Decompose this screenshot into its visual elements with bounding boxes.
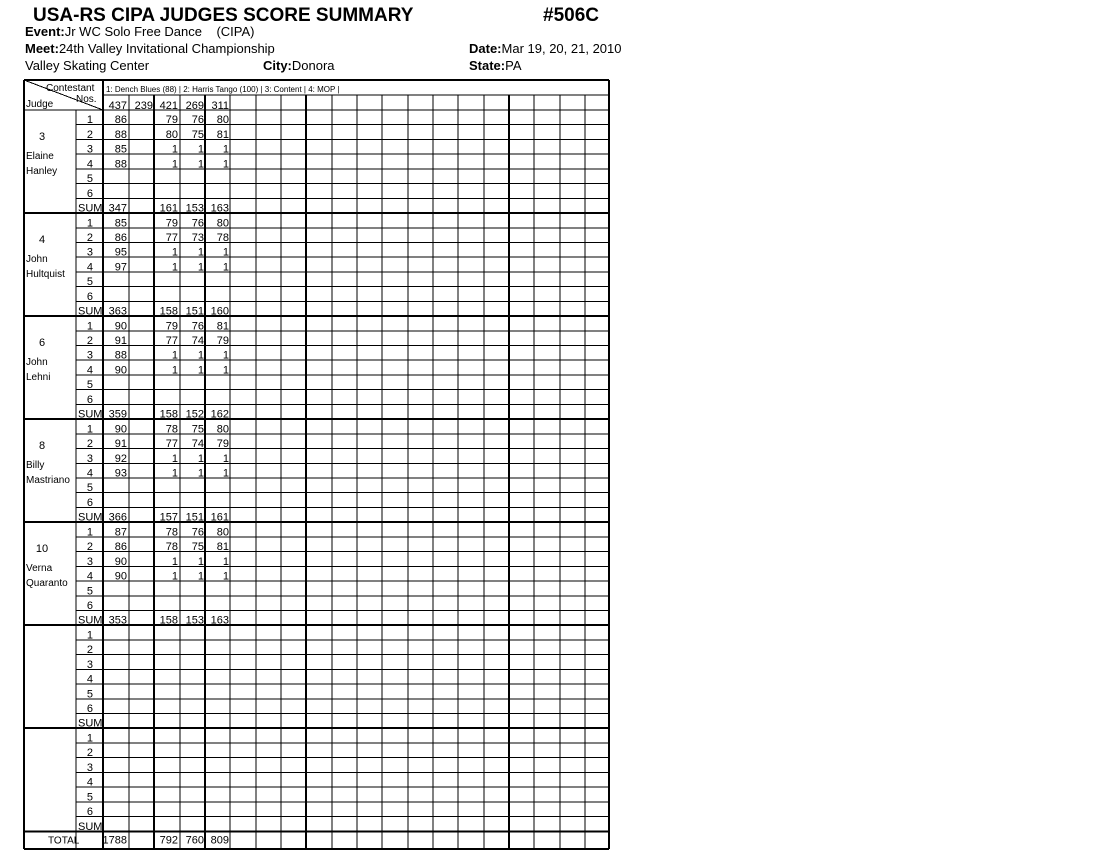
contestant-number: 269 [185, 100, 204, 112]
score-cell: 1 [197, 555, 204, 568]
score-cell: 77 [165, 231, 178, 244]
score-cell: 75 [191, 541, 204, 554]
row-label: 2 [86, 438, 93, 451]
score-cell: 78 [216, 231, 229, 244]
sum-cell: 363 [108, 305, 127, 318]
row-label: 1 [86, 114, 93, 127]
state-label: State: [469, 58, 506, 73]
row-label: 2 [86, 231, 93, 244]
score-cell: 75 [191, 128, 204, 141]
score-cell: 78 [165, 423, 178, 436]
corner-judge-label: Judge [26, 99, 54, 110]
sum-cell: 151 [185, 305, 204, 318]
sum-cell: 163 [210, 614, 229, 627]
score-cell: 85 [114, 217, 127, 230]
sum-cell: 153 [185, 614, 204, 627]
row-label: 3 [86, 658, 93, 671]
row-label: 6 [86, 290, 93, 303]
score-cell: 1 [171, 349, 178, 362]
score-cell: 87 [114, 526, 127, 539]
row-label: 4 [86, 570, 93, 583]
score-cell: 1 [222, 158, 229, 171]
score-cell: 76 [191, 217, 204, 230]
row-label: 5 [86, 482, 93, 495]
row-label: 5 [86, 173, 93, 186]
date-label: Date: [469, 41, 502, 56]
score-cell: 78 [165, 541, 178, 554]
score-cell: 1 [197, 467, 204, 480]
score-cell: 86 [114, 541, 127, 554]
score-cell: 1 [197, 158, 204, 171]
judge-last-name: Hanley [26, 166, 58, 177]
judge-first-name: John [26, 357, 48, 369]
score-cell: 90 [114, 423, 127, 436]
score-cell: 1 [171, 555, 178, 568]
score-cell: 1 [197, 349, 204, 362]
sum-cell: 163 [210, 202, 229, 215]
score-cell: 80 [216, 217, 229, 230]
row-label-sum: SUM [78, 717, 103, 730]
score-cell: 74 [191, 335, 204, 348]
row-label-sum: SUM [78, 202, 103, 215]
row-label: 5 [86, 379, 93, 392]
score-cell: 1 [222, 349, 229, 362]
score-cell: 1 [197, 452, 204, 465]
row-label: 2 [86, 335, 93, 348]
score-cell: 1 [197, 246, 204, 259]
total-label: TOTAL [48, 835, 80, 847]
sum-cell: 353 [108, 614, 127, 627]
sum-cell: 161 [210, 511, 229, 524]
score-cell: 1 [222, 452, 229, 465]
score-cell: 80 [216, 114, 229, 127]
score-cell: 91 [114, 335, 127, 348]
meet-value: 24th Valley Invitational Championship [58, 41, 275, 56]
row-label: 5 [86, 791, 93, 804]
sum-cell: 347 [108, 202, 127, 215]
row-label: 2 [86, 644, 93, 657]
score-cell: 1 [171, 364, 178, 377]
score-cell: 79 [165, 114, 178, 127]
score-cell: 1 [171, 452, 178, 465]
row-label: 3 [86, 555, 93, 568]
row-label: 3 [86, 349, 93, 362]
row-label-sum: SUM [78, 305, 103, 318]
judge-first-name: Verna [26, 563, 53, 575]
judge-last-name: Mastriano [26, 475, 70, 487]
score-cell: 80 [216, 526, 229, 539]
score-cell: 80 [165, 128, 178, 141]
score-cell: 1 [197, 143, 204, 156]
row-label: 4 [86, 364, 93, 377]
score-cell: 85 [114, 143, 127, 156]
score-cell: 88 [114, 158, 127, 171]
score-cell: 90 [114, 570, 127, 583]
date-value: Mar 19, 20, 21, 2010 [501, 41, 622, 56]
score-cell: 86 [114, 114, 127, 127]
judge-first-name: Elaine [26, 151, 54, 162]
score-cell: 86 [114, 231, 127, 244]
judge-number: 10 [35, 543, 49, 556]
row-label: 6 [86, 703, 93, 716]
score-cell: 1 [171, 570, 178, 583]
row-label: 2 [86, 747, 93, 760]
row-label-sum: SUM [78, 408, 103, 421]
row-label: 5 [86, 276, 93, 289]
row-label-sum: SUM [78, 511, 103, 524]
sum-cell: 157 [159, 511, 178, 524]
sum-cell: 153 [185, 202, 204, 215]
row-label: 1 [86, 629, 93, 642]
score-cell: 1 [222, 261, 229, 274]
row-label: 6 [86, 806, 93, 819]
score-cell: 77 [165, 335, 178, 348]
row-label: 6 [86, 187, 93, 200]
score-cell: 79 [216, 438, 229, 451]
total-cell: 792 [159, 834, 178, 847]
score-cell: 88 [114, 349, 127, 362]
row-label: 4 [86, 673, 93, 686]
row-label: 1 [86, 526, 93, 539]
score-cell: 77 [165, 438, 178, 451]
row-label: 1 [86, 217, 93, 230]
score-cell: 1 [222, 467, 229, 480]
contestant-number: 421 [159, 100, 178, 112]
sum-cell: 161 [159, 202, 178, 215]
city-label: City: [263, 58, 292, 73]
meet-label: Meet: [25, 41, 59, 56]
row-label: 4 [86, 158, 93, 171]
score-cell: 1 [197, 364, 204, 377]
score-cell: 1 [197, 261, 204, 274]
score-cell: 90 [114, 364, 127, 377]
judge-last-name: Hultquist [26, 269, 65, 281]
sum-cell: 162 [210, 408, 229, 421]
total-cell: 809 [210, 834, 229, 847]
row-label: 6 [86, 496, 93, 509]
score-cell: 81 [216, 320, 229, 333]
contestant-number: 437 [108, 100, 127, 112]
row-label: 2 [86, 541, 93, 554]
total-cell: 1788 [102, 834, 127, 847]
row-label: 5 [86, 585, 93, 598]
judge-number: 4 [38, 234, 46, 247]
judge-first-name: John [26, 254, 48, 266]
event-label: Event: [25, 24, 65, 39]
sum-cell: 158 [159, 305, 178, 318]
contestant-number: 311 [211, 100, 229, 112]
state-value: PA [505, 58, 522, 73]
sum-cell: 152 [185, 408, 204, 421]
row-label: 3 [86, 452, 93, 465]
score-cell: 88 [114, 128, 127, 141]
sum-cell: 158 [159, 614, 178, 627]
judge-number: 3 [38, 131, 46, 143]
score-cell: 1 [222, 246, 229, 259]
score-cell: 97 [114, 261, 127, 274]
form-number: #506C [543, 5, 599, 26]
contestant-legend: 1: Dench Blues (88) | 2: Harris Tango (100) | 3: Content | 4: MOP | [106, 85, 340, 94]
row-label: 6 [86, 393, 93, 406]
row-label: 3 [86, 761, 93, 774]
sum-cell: 366 [108, 511, 127, 524]
judge-last-name: Quaranto [26, 578, 68, 590]
score-cell: 74 [191, 438, 204, 451]
row-label: 4 [86, 261, 93, 274]
row-label: 1 [86, 423, 93, 436]
score-cell: 75 [191, 423, 204, 436]
score-cell: 1 [222, 143, 229, 156]
score-cell: 79 [165, 320, 178, 333]
row-label: 1 [86, 320, 93, 333]
score-cell: 91 [114, 438, 127, 451]
row-label-sum: SUM [78, 614, 103, 627]
score-cell: 1 [171, 246, 178, 259]
sum-cell: 151 [185, 511, 204, 524]
score-cell: 79 [165, 217, 178, 230]
score-cell: 1 [171, 261, 178, 274]
score-cell: 79 [216, 335, 229, 348]
row-label: 6 [86, 599, 93, 612]
total-cell: 760 [185, 834, 204, 847]
row-label: 4 [86, 776, 93, 789]
sum-cell: 158 [159, 408, 178, 421]
score-cell: 92 [114, 452, 127, 465]
city-value: Donora [291, 58, 335, 73]
corner-contestant-label: Contestant [46, 83, 95, 94]
judge-number: 6 [38, 337, 46, 350]
judge-number: 8 [38, 440, 46, 453]
row-label: 2 [86, 128, 93, 141]
score-cell: 81 [216, 541, 229, 554]
score-cell: 73 [191, 231, 204, 244]
corner-nos-label: Nos. [76, 94, 97, 105]
score-cell: 1 [171, 143, 178, 156]
event-value: Jr WC Solo Free Dance (CIPA) [64, 24, 255, 39]
score-cell: 80 [216, 423, 229, 436]
score-cell: 1 [171, 467, 178, 480]
score-cell: 76 [191, 114, 204, 127]
row-label: 3 [86, 246, 93, 259]
score-cell: 1 [171, 158, 178, 171]
score-cell: 95 [114, 246, 127, 259]
score-cell: 90 [114, 555, 127, 568]
sum-cell: 160 [210, 305, 229, 318]
row-label: 3 [86, 143, 93, 156]
score-cell: 81 [216, 128, 229, 141]
row-label: 4 [86, 467, 93, 480]
score-cell: 76 [191, 526, 204, 539]
row-label: 1 [86, 732, 93, 745]
score-cell: 1 [222, 364, 229, 377]
score-cell: 1 [222, 555, 229, 568]
score-cell: 90 [114, 320, 127, 333]
contestant-number: 239 [134, 100, 153, 112]
score-cell: 1 [222, 570, 229, 583]
score-cell: 76 [191, 320, 204, 333]
sum-cell: 359 [108, 408, 127, 421]
venue: Valley Skating Center [25, 58, 150, 73]
page-title: USA-RS CIPA JUDGES SCORE SUMMARY [33, 5, 414, 26]
judge-first-name: Billy [26, 460, 45, 472]
score-cell: 78 [165, 526, 178, 539]
score-cell: 1 [197, 570, 204, 583]
judge-last-name: Lehni [26, 372, 51, 384]
row-label: 5 [86, 688, 93, 701]
row-label-sum: SUM [78, 820, 103, 833]
score-cell: 93 [114, 467, 127, 480]
